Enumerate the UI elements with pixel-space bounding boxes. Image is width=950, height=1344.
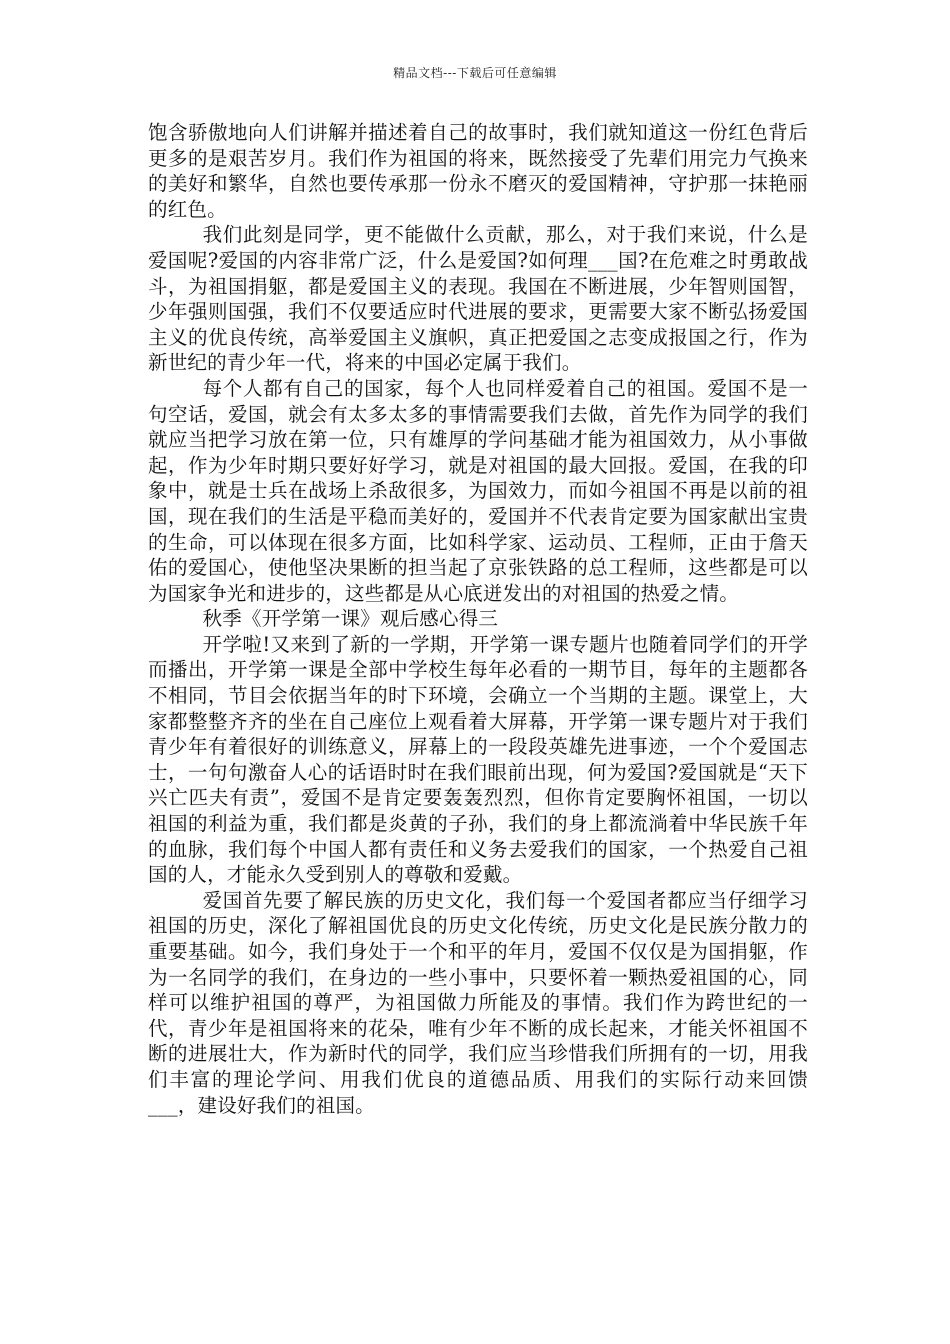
paragraph-5: 爱国首先要了解民族的历史文化，我们每一个爱国者都应当仔细学习祖国的历史，深化了解祖国优良的历史文化传统，历史文化是民族分散力的重要基础。如今，我们身处于一个和平的年月，爱国不仅仅是为国捐躯，作为一名同学的我们，在身边的一些小事中，只要怀着一颗热爱祖国的心，同样可以维护祖国的尊严，为祖国做力所能及的事情。我们作为跨世纪的一代，青少年是祖国将来的花朵，唯有少年不断的成长起来，才能关怀祖国不断的进展壮大，作为新时代的同学，我们应当珍惜我们所拥有的一切，用我们丰富的理论学问、用我们优良的道德品质、用我们的实际行动来回馈___，建设好我们的祖国。 [148, 888, 808, 1117]
paragraph-3: 每个人都有自己的国家，每个人也同样爱着自己的祖国。爱国不是一句空话，爱国，就会有太多太多的事情需要我们去做，首先作为同学的我们就应当把学习放在第一位，只有雄厚的学问基础才能为祖国效力，从小事做起，作为少年时期只要好好学习，就是对祖国的最大回报。爱国，在我的印象中，就是士兵在战场上杀敌很多，为国效力，而如今祖国不再是以前的祖国，现在我们的生活是平稳而美好的，爱国并不代表肯定要为国家献出宝贵的生命，可以体现在很多方面，比如科学家、运动员、工程师，正由于詹天佑的爱国心，使他坚决果断的担当起了京张铁路的总工程师，这些都是可以为国家争光和进步的，这些都是从心底迸发出的对祖国的热爱之情。 [148, 376, 808, 605]
paragraph-2: 我们此刻是同学，更不能做什么贡献，那么，对于我们来说，什么是爱国呢?爱国的内容非常广泛，什么是爱国?如何理___国?在危难之时勇敢战斗，为祖国捐躯，都是爱国主义的表现。我国在不断进展，少年智则国智，少年强则国强，我们不仅要适应时代进展的要求，更需要大家不断弘扬爱国主义的优良传统，高举爱国主义旗帜，真正把爱国之志变成报国之行，作为新世纪的青少年一代，将来的中国必定属于我们。 [148, 223, 808, 375]
document-body [148, 120, 808, 1118]
paragraph-4: 开学啦!又来到了新的一学期，开学第一课专题片也随着同学们的开学而播出，开学第一课是全部中学校生每年必看的一期节目，每年的主题都各不相同，节目会依据当年的时下环境，会确立一个当期的主题。课堂上，大家都整整齐齐的坐在自己座位上观看着大屏幕，开学第一课专题片对于我们青少年有着很好的训练意义，屏幕上的一段段英雄先进事迹，一个个爱国志士，一句句激奋人心的话语时时在我们眼前出现，何为爱国?爱国就是“天下兴亡匹夫有责”，爱国不是肯定要轰轰烈烈，但你肯定要胸怀祖国，一切以祖国的利益为重，我们都是炎黄的子孙，我们的身上都流淌着中华民族千年的血脉，我们每个中国人都有责任和义务去爱我们的国家，一个热爱自己祖国的人，才能永久受到别人的尊敬和爱戴。 [148, 632, 808, 887]
section-heading: 秋季《开学第一课》观后感心得三 [202, 607, 499, 631]
paragraph-1: 饱含骄傲地向人们讲解并描述着自己的故事时，我们就知道这一份红色背后更多的是艰苦岁月。我们作为祖国的将来，既然接受了先辈们用完力气换来的美好和繁华，自然也要传承那一份永不磨灭的爱国精神，守护那一抹艳丽的红色。 [148, 121, 808, 221]
page-header: 精品文档---下载后可任意编辑 [393, 66, 557, 80]
